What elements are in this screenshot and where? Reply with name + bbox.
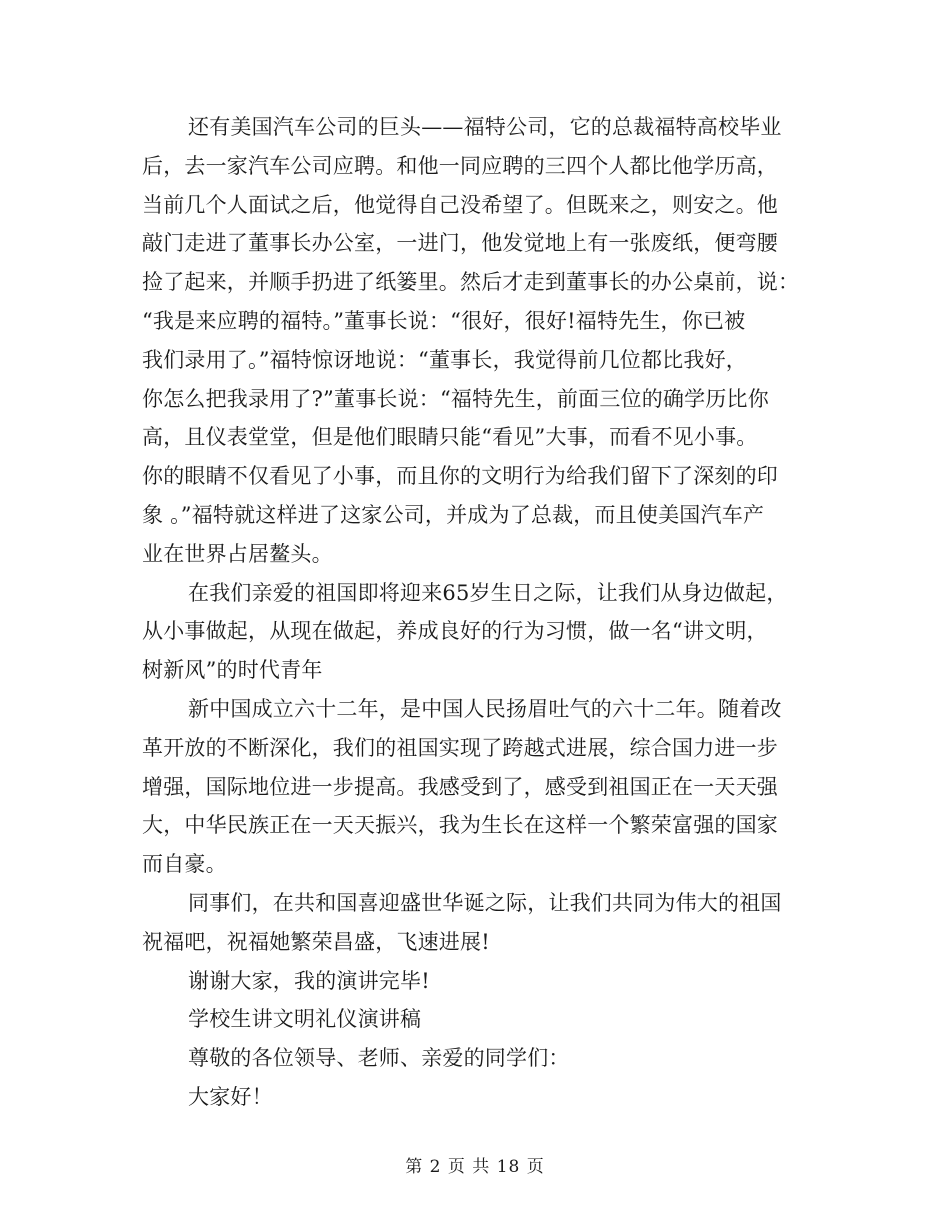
paragraph-birthday-call: 在我们亲爱的祖国即将迎来65岁生日之际，让我们从身边做起， 从小事做起，从现在做起，养成良好的行为习惯，做一名“讲文明， 树新风”的时代青年 xyxy=(142,580,788,683)
document-body xyxy=(142,108,810,1117)
paragraph-thanks: 谢谢大家，我的演讲完毕! xyxy=(188,968,430,993)
speech-title: 学校生讲文明礼仪演讲稿 xyxy=(188,1007,422,1032)
paragraph-new-china: 新中国成立六十二年，是中国人民扬眉吐气的六十二年。随着改 革开放的不断深化，我们的祖国实现了跨越式进展，综合国力进一步 增强，国际地位进一步提高。我感受到了，感受到祖国正在一天天强 大，中华民族正在一天天振兴，我为生长在这样一个繁荣富强的国家 而自豪。 xyxy=(142,696,782,877)
greeting: 大家好！ xyxy=(188,1084,273,1109)
paragraph-blessing: 同事们，在共和国喜迎盛世华诞之际，让我们共同为伟大的祖国 祝福吧，祝福她繁荣昌盛，飞速进展! xyxy=(142,890,782,954)
paragraph-ford-story: 还有美国汽车公司的巨头——福特公司，它的总裁福特高校毕业 后，去一家汽车公司应聘。和他一同应聘的三四个人都比他学历高， 当前几个人面试之后，他觉得自己没希望了。但既来之，则安之。他 敲门走进了董事长办公室，一进门，他发觉地上有一张废纸，便弯腰 捡了起来，并顺手扔进了纸篓里。然后才走到董事长的办公桌前，说： “我是来应聘的福特。”董事长说：“很好，很好!福特先生，你已被 我们录用了。”福特惊讶地说：“董事长，我觉得前几位都比我好， 你怎么把我录用了?”董事长说：“福特先生，前面三位的确学历比你 高，且仪表堂堂，但是他们眼睛只能“看见”大事，而看不见小事。 你的眼睛不仅看见了小事，而且你的文明行为给我们留下了深刻的印 象 。”福特就这样进了这家公司，并成为了总裁，而且使美国汽车产 业在世界占居鳌头。 xyxy=(142,115,800,566)
salutation: 尊敬的各位领导、老师、亲爱的同学们： xyxy=(188,1046,570,1071)
page-number-footer: 第 2 页 共 18 页 xyxy=(405,1157,545,1177)
